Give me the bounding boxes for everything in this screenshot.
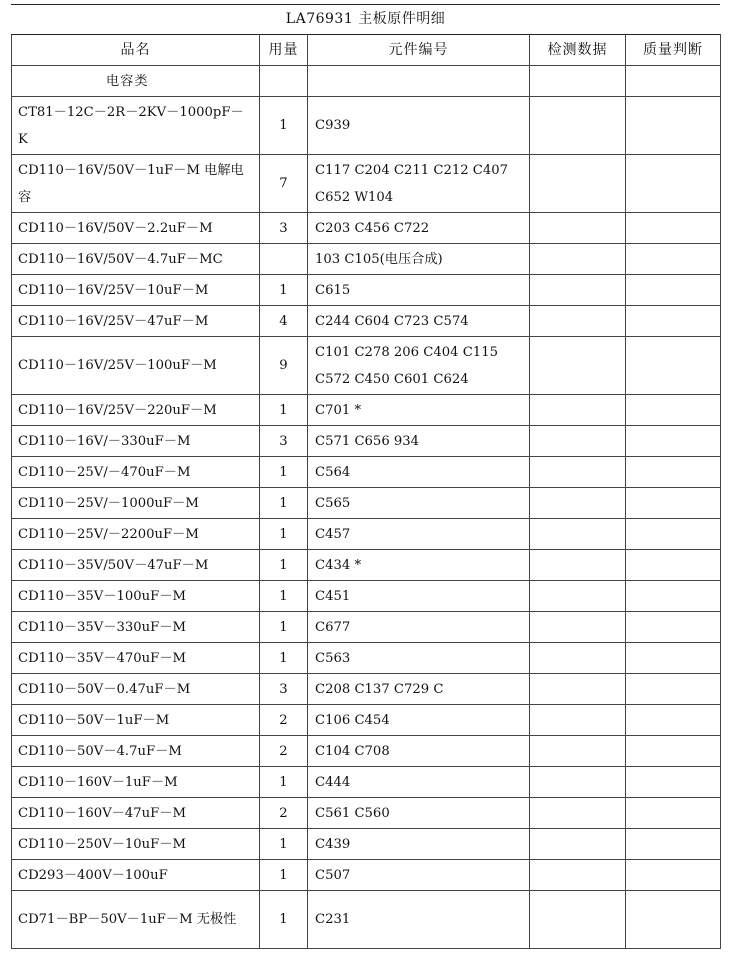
- quality-cell: [626, 550, 721, 581]
- test-data-cell: [530, 550, 626, 581]
- quality-cell: [626, 337, 721, 395]
- empty-cell: [530, 66, 626, 97]
- table-row: [12, 306, 721, 337]
- quality-cell: [626, 306, 721, 337]
- component-refs: C507: [308, 860, 530, 891]
- component-qty: 1: [260, 612, 308, 643]
- test-data-cell: [530, 395, 626, 426]
- quality-cell: [626, 244, 721, 275]
- component-qty: 1: [260, 457, 308, 488]
- component-name: CT81－12C－2R－2KV－1000pF－K: [12, 97, 260, 155]
- component-name: CD110－16V/25V－100uF－M: [12, 337, 260, 395]
- component-name: CD110－160V－47uF－M: [12, 798, 260, 829]
- component-name: CD110－35V/50V－47uF－M: [12, 550, 260, 581]
- component-qty: 3: [260, 674, 308, 705]
- component-refs: C439: [308, 829, 530, 860]
- component-qty: 1: [260, 395, 308, 426]
- parts-table: [11, 34, 721, 949]
- component-refs: C451: [308, 581, 530, 612]
- component-qty: 4: [260, 306, 308, 337]
- table-row: [12, 519, 721, 550]
- table-row: [12, 581, 721, 612]
- quality-cell: [626, 736, 721, 767]
- category-label: 电容类: [12, 66, 260, 97]
- component-qty: 1: [260, 860, 308, 891]
- table-row: [12, 244, 721, 275]
- component-refs: C561 C560: [308, 798, 530, 829]
- component-refs: C701 *: [308, 395, 530, 426]
- component-name: CD110－50V－1uF－M: [12, 705, 260, 736]
- quality-cell: [626, 643, 721, 674]
- quality-cell: [626, 674, 721, 705]
- component-qty: 1: [260, 643, 308, 674]
- test-data-cell: [530, 736, 626, 767]
- test-data-cell: [530, 705, 626, 736]
- table-row: [12, 829, 721, 860]
- quality-cell: [626, 395, 721, 426]
- test-data-cell: [530, 643, 626, 674]
- test-data-cell: [530, 891, 626, 949]
- component-name: CD110－250V－10uF－M: [12, 829, 260, 860]
- component-name: CD110－16V/50V－1uF－M 电解电容: [12, 155, 260, 213]
- empty-cell: [260, 66, 308, 97]
- component-refs: C564: [308, 457, 530, 488]
- quality-cell: [626, 519, 721, 550]
- component-name: CD110－35V－470uF－M: [12, 643, 260, 674]
- component-name: CD110－16V/50V－4.7uF－MC: [12, 244, 260, 275]
- component-name: CD110－35V－330uF－M: [12, 612, 260, 643]
- component-refs: C101 C278 206 C404 C115 C572 C450 C601 C624: [308, 337, 530, 395]
- quality-cell: [626, 213, 721, 244]
- header-refs: 元件编号: [308, 35, 530, 66]
- table-row: [12, 457, 721, 488]
- header-row: [12, 35, 721, 66]
- table-row: [12, 860, 721, 891]
- component-qty: 1: [260, 488, 308, 519]
- component-name: CD110－16V/25V－10uF－M: [12, 275, 260, 306]
- table-row: [12, 767, 721, 798]
- test-data-cell: [530, 519, 626, 550]
- quality-cell: [626, 426, 721, 457]
- table-row: [12, 612, 721, 643]
- component-refs: C563: [308, 643, 530, 674]
- component-qty: 1: [260, 275, 308, 306]
- table-row: [12, 275, 721, 306]
- component-name: CD293－400V－100uF: [12, 860, 260, 891]
- test-data-cell: [530, 798, 626, 829]
- quality-cell: [626, 612, 721, 643]
- component-refs: C457: [308, 519, 530, 550]
- table-row: [12, 395, 721, 426]
- test-data-cell: [530, 155, 626, 213]
- test-data-cell: [530, 97, 626, 155]
- component-qty: 1: [260, 97, 308, 155]
- document-title: LA76931 主板原件明细: [11, 4, 720, 33]
- component-name: CD110－25V/－470uF－M: [12, 457, 260, 488]
- component-refs: C231: [308, 891, 530, 949]
- component-refs: C615: [308, 275, 530, 306]
- quality-cell: [626, 705, 721, 736]
- component-name: CD110－50V－0.47uF－M: [12, 674, 260, 705]
- quality-cell: [626, 488, 721, 519]
- component-qty: 1: [260, 581, 308, 612]
- component-refs: C244 C604 C723 C574: [308, 306, 530, 337]
- component-name: CD110－16V/25V－220uF－M: [12, 395, 260, 426]
- component-name: CD110－16V/25V－47uF－M: [12, 306, 260, 337]
- test-data-cell: [530, 488, 626, 519]
- test-data-cell: [530, 213, 626, 244]
- component-qty: 1: [260, 767, 308, 798]
- header-quality: 质量判断: [626, 35, 721, 66]
- test-data-cell: [530, 674, 626, 705]
- component-name: CD110－50V－4.7uF－M: [12, 736, 260, 767]
- component-refs: C104 C708: [308, 736, 530, 767]
- component-name: CD110－35V－100uF－M: [12, 581, 260, 612]
- quality-cell: [626, 155, 721, 213]
- category-row: [12, 66, 721, 97]
- test-data-cell: [530, 337, 626, 395]
- table-row: [12, 550, 721, 581]
- test-data-cell: [530, 457, 626, 488]
- component-refs: C571 C656 934: [308, 426, 530, 457]
- empty-cell: [626, 66, 721, 97]
- test-data-cell: [530, 829, 626, 860]
- component-name: CD71－BP－50V－1uF－M 无极性: [12, 891, 260, 949]
- table-row: [12, 337, 721, 395]
- component-qty: 3: [260, 213, 308, 244]
- quality-cell: [626, 891, 721, 949]
- table-row: [12, 488, 721, 519]
- quality-cell: [626, 798, 721, 829]
- test-data-cell: [530, 275, 626, 306]
- test-data-cell: [530, 612, 626, 643]
- test-data-cell: [530, 581, 626, 612]
- quality-cell: [626, 860, 721, 891]
- table-row: [12, 736, 721, 767]
- component-refs: C203 C456 C722: [308, 213, 530, 244]
- component-name: CD110－160V－1uF－M: [12, 767, 260, 798]
- quality-cell: [626, 767, 721, 798]
- component-refs: C444: [308, 767, 530, 798]
- component-qty: [260, 244, 308, 275]
- table-row: [12, 426, 721, 457]
- table-row: [12, 674, 721, 705]
- component-refs: C434 *: [308, 550, 530, 581]
- component-qty: 2: [260, 798, 308, 829]
- component-refs: C565: [308, 488, 530, 519]
- component-name: CD110－25V/－2200uF－M: [12, 519, 260, 550]
- component-name: CD110－16V/50V－2.2uF－M: [12, 213, 260, 244]
- component-qty: 3: [260, 426, 308, 457]
- header-test-data: 检测数据: [530, 35, 626, 66]
- test-data-cell: [530, 860, 626, 891]
- table-row: [12, 155, 721, 213]
- quality-cell: [626, 275, 721, 306]
- empty-cell: [308, 66, 530, 97]
- header-name: 品名: [12, 35, 260, 66]
- test-data-cell: [530, 426, 626, 457]
- component-qty: 9: [260, 337, 308, 395]
- table-row: [12, 891, 721, 949]
- component-refs: 103 C105(电压合成): [308, 244, 530, 275]
- component-qty: 2: [260, 705, 308, 736]
- test-data-cell: [530, 244, 626, 275]
- component-qty: 2: [260, 736, 308, 767]
- component-qty: 1: [260, 519, 308, 550]
- component-qty: 7: [260, 155, 308, 213]
- component-refs: C117 C204 C211 C212 C407 C652 W104: [308, 155, 530, 213]
- component-qty: 1: [260, 550, 308, 581]
- table-row: [12, 798, 721, 829]
- header-qty: 用量: [260, 35, 308, 66]
- test-data-cell: [530, 306, 626, 337]
- table-row: [12, 643, 721, 674]
- component-refs: C677: [308, 612, 530, 643]
- quality-cell: [626, 97, 721, 155]
- component-refs: C939: [308, 97, 530, 155]
- component-refs: C208 C137 C729 C: [308, 674, 530, 705]
- component-qty: 1: [260, 829, 308, 860]
- table-row: [12, 213, 721, 244]
- quality-cell: [626, 581, 721, 612]
- table-row: [12, 705, 721, 736]
- test-data-cell: [530, 767, 626, 798]
- table-row: [12, 97, 721, 155]
- component-name: CD110－25V/－1000uF－M: [12, 488, 260, 519]
- quality-cell: [626, 457, 721, 488]
- component-qty: 1: [260, 891, 308, 949]
- component-refs: C106 C454: [308, 705, 530, 736]
- quality-cell: [626, 829, 721, 860]
- component-name: CD110－16V/－330uF－M: [12, 426, 260, 457]
